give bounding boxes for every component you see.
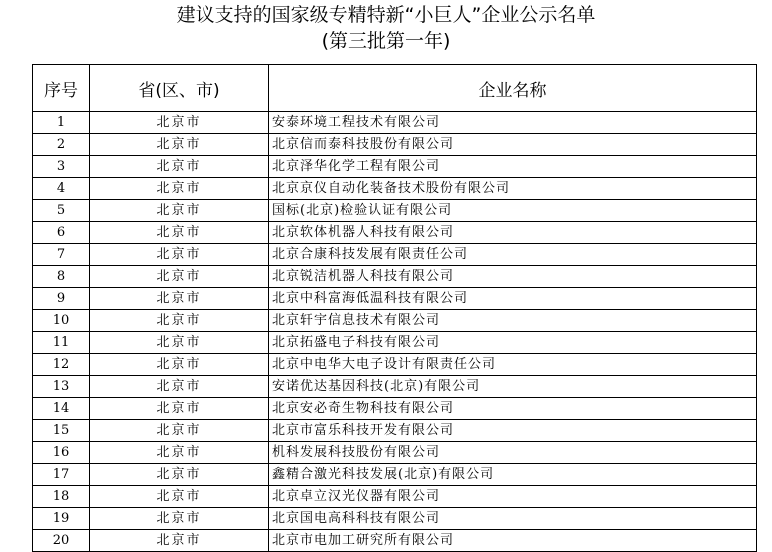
row-index: 8: [33, 266, 90, 288]
row-index: 16: [33, 442, 90, 464]
header-company-name: 企业名称: [269, 65, 757, 112]
header-index: 序号: [33, 65, 90, 112]
row-index: 1: [33, 112, 90, 134]
row-company-name: 北京泽华化学工程有限公司: [269, 156, 757, 178]
row-company-name: 北京合康科技发展有限责任公司: [269, 244, 757, 266]
row-province: 北京市: [90, 134, 269, 156]
row-company-name: 北京信而泰科技股份有限公司: [269, 134, 757, 156]
table-row: [33, 376, 757, 398]
row-province: 北京市: [90, 156, 269, 178]
table-row: [33, 288, 757, 310]
row-province: 北京市: [90, 266, 269, 288]
row-index: 14: [33, 398, 90, 420]
row-province: 北京市: [90, 442, 269, 464]
row-province: 北京市: [90, 530, 269, 552]
table-row: [33, 266, 757, 288]
row-company-name: 国标(北京)检验认证有限公司: [269, 200, 757, 222]
row-index: 9: [33, 288, 90, 310]
row-province: 北京市: [90, 420, 269, 442]
document-subtitle: (第三批第一年): [321, 30, 451, 52]
row-company-name: 北京市电加工研究所有限公司: [269, 530, 757, 552]
row-province: 北京市: [90, 310, 269, 332]
row-province: 北京市: [90, 376, 269, 398]
row-company-name: 北京轩宇信息技术有限公司: [269, 310, 757, 332]
row-company-name: 北京中电华大电子设计有限责任公司: [269, 354, 757, 376]
table-row: [33, 398, 757, 420]
row-index: 15: [33, 420, 90, 442]
row-index: 3: [33, 156, 90, 178]
row-company-name: 机科发展科技股份有限公司: [269, 442, 757, 464]
row-company-name: 北京拓盛电子科技有限公司: [269, 332, 757, 354]
table-row: [33, 244, 757, 266]
table-row: [33, 134, 757, 156]
row-index: 2: [33, 134, 90, 156]
table-row: [33, 530, 757, 552]
table-row: [33, 354, 757, 376]
table-header-row: [33, 65, 757, 112]
row-province: 北京市: [90, 486, 269, 508]
table-row: [33, 200, 757, 222]
row-province: 北京市: [90, 398, 269, 420]
row-company-name: 北京京仪自动化装备技术股份有限公司: [269, 178, 757, 200]
row-index: 20: [33, 530, 90, 552]
row-company-name: 北京国电高科科技有限公司: [269, 508, 757, 530]
row-company-name: 北京安必奇生物科技有限公司: [269, 398, 757, 420]
row-index: 7: [33, 244, 90, 266]
table-row: [33, 332, 757, 354]
row-index: 17: [33, 464, 90, 486]
row-company-name: 北京中科富海低温科技有限公司: [269, 288, 757, 310]
row-index: 4: [33, 178, 90, 200]
table-row: [33, 310, 757, 332]
row-index: 5: [33, 200, 90, 222]
row-company-name: 北京市富乐科技开发有限公司: [269, 420, 757, 442]
row-company-name: 鑫精合激光科技发展(北京)有限公司: [269, 464, 757, 486]
table-row: [33, 442, 757, 464]
table-row: [33, 508, 757, 530]
row-province: 北京市: [90, 244, 269, 266]
table-row: [33, 178, 757, 200]
row-province: 北京市: [90, 354, 269, 376]
row-province: 北京市: [90, 288, 269, 310]
document-title: 建议支持的国家级专精特新“小巨人”企业公示名单: [176, 4, 596, 26]
table-body: [33, 112, 757, 552]
row-company-name: 北京软体机器人科技有限公司: [269, 222, 757, 244]
company-list-table: [32, 64, 757, 552]
row-province: 北京市: [90, 332, 269, 354]
header-province: 省(区、市): [90, 65, 269, 112]
row-province: 北京市: [90, 508, 269, 530]
row-province: 北京市: [90, 112, 269, 134]
row-index: 19: [33, 508, 90, 530]
table-row: [33, 112, 757, 134]
row-index: 12: [33, 354, 90, 376]
table-row: [33, 420, 757, 442]
table-row: [33, 486, 757, 508]
row-company-name: 北京卓立汉光仪器有限公司: [269, 486, 757, 508]
row-province: 北京市: [90, 200, 269, 222]
row-province: 北京市: [90, 464, 269, 486]
table-row: [33, 156, 757, 178]
row-index: 6: [33, 222, 90, 244]
row-province: 北京市: [90, 222, 269, 244]
row-company-name: 安诺优达基因科技(北京)有限公司: [269, 376, 757, 398]
row-province: 北京市: [90, 178, 269, 200]
table-row: [33, 464, 757, 486]
row-index: 13: [33, 376, 90, 398]
table-row: [33, 222, 757, 244]
row-company-name: 安泰环境工程技术有限公司: [269, 112, 757, 134]
row-index: 10: [33, 310, 90, 332]
row-index: 18: [33, 486, 90, 508]
row-company-name: 北京锐洁机器人科技有限公司: [269, 266, 757, 288]
row-index: 11: [33, 332, 90, 354]
